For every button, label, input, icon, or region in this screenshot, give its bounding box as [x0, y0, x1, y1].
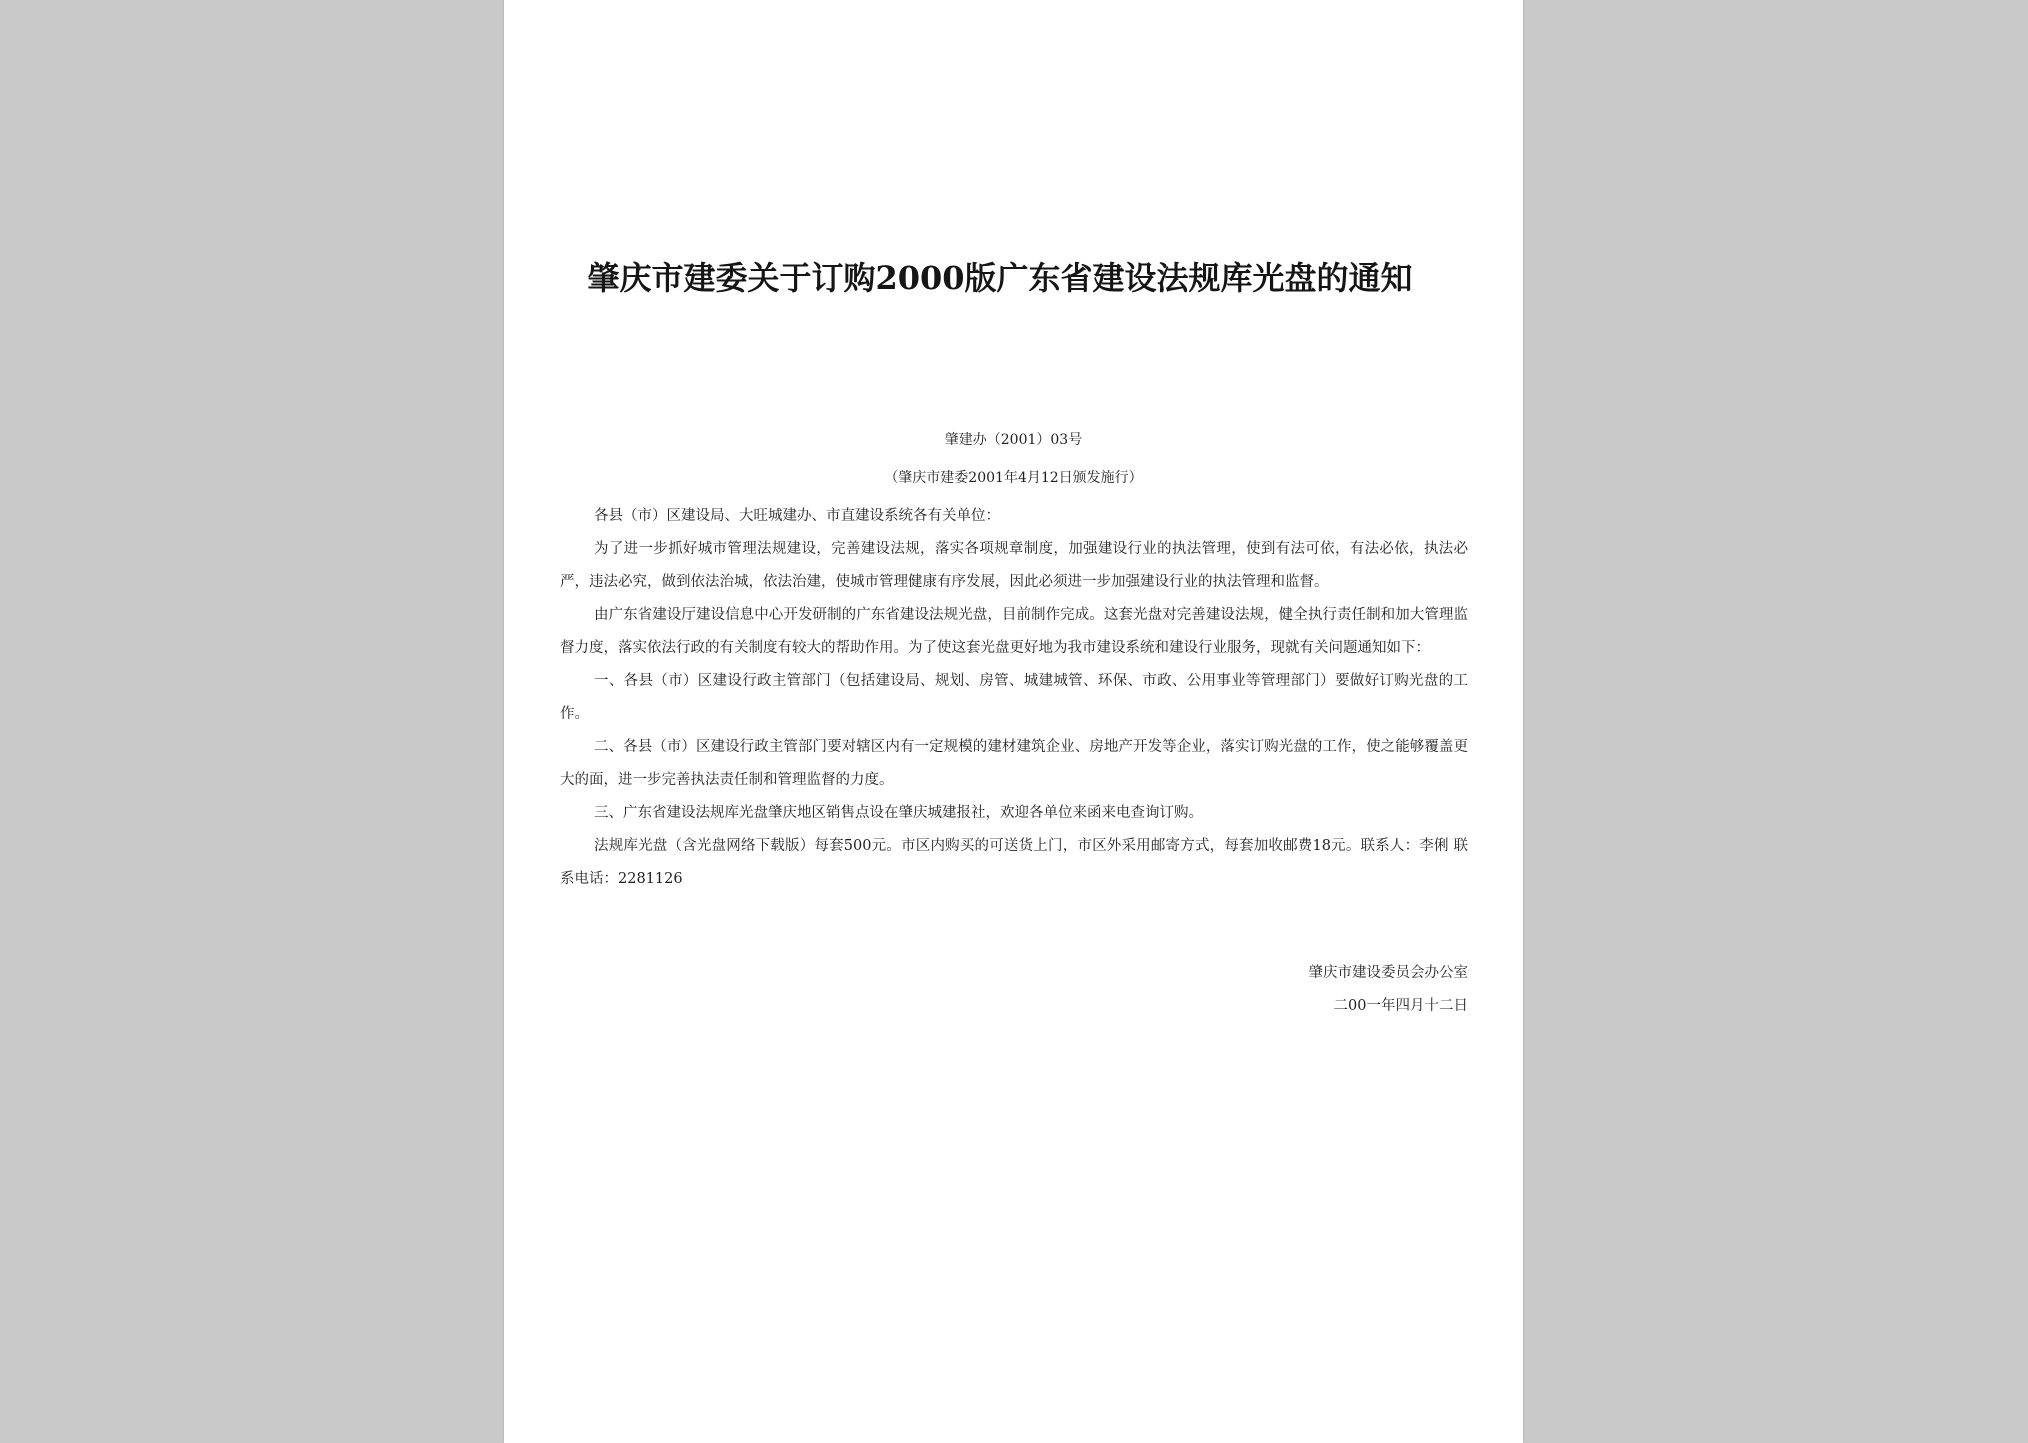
document-title: 肇庆市建委关于订购2000版广东省建设法规库光盘的通知 — [587, 259, 1413, 297]
document-number: 肇建办（2001）03号 — [944, 432, 1083, 448]
body-paragraph: 由广东省建设厅建设信息中心开发研制的广东省建设法规光盘，目前制作完成。这套光盘对完善建设法规，健全执行责任制和加大管理监督力度，落实依法行政的有关制度有较大的帮助作用。为了使这套光盘更好地为我市建设系统和建设行业服务，现就有关问题通知如下： — [560, 607, 1468, 656]
signature-office: 肇庆市建设委员会办公室 — [1308, 965, 1468, 981]
body-paragraph: 一、各县（市）区建设行政主管部门（包括建设局、规划、房管、城建城管、环保、市政、公用事业等管理部门）要做好订购光盘的工作。 — [560, 673, 1468, 722]
signature-date: 二00一年四月十二日 — [1333, 998, 1468, 1014]
document-body — [560, 500, 1468, 896]
body-paragraph: 为了进一步抓好城市管理法规建设，完善建设法规，落实各项规章制度，加强建设行业的执法管理，使到有法可依，有法必依，执法必严，违法必究，做到依法治城，依法治建，使城市管理健康有序发展，因此必须进一步加强建设行业的执法管理和监督。 — [560, 541, 1468, 590]
body-paragraph: 二、各县（市）区建设行政主管部门要对辖区内有一定规模的建材建筑企业、房地产开发等企业，落实订购光盘的工作，使之能够覆盖更大的面，进一步完善执法责任制和管理监督的力度。 — [560, 739, 1468, 788]
document-page — [504, 0, 1523, 1443]
issued-note: （肇庆市建委2001年4月12日颁发施行） — [884, 470, 1143, 486]
body-paragraph: 三、广东省建设法规库光盘肇庆地区销售点设在肇庆城建报社，欢迎各单位来函来电查询订购。 — [594, 805, 1203, 821]
body-paragraph: 法规库光盘（含光盘网络下载版）每套500元。市区内购买的可送货上门，市区外采用邮寄方式，每套加收邮费18元。联系人：李俐 联系电话：2281126 — [560, 838, 1468, 887]
salutation: 各县（市）区建设局、大旺城建办、市直建设系统各有关单位： — [594, 508, 1000, 524]
